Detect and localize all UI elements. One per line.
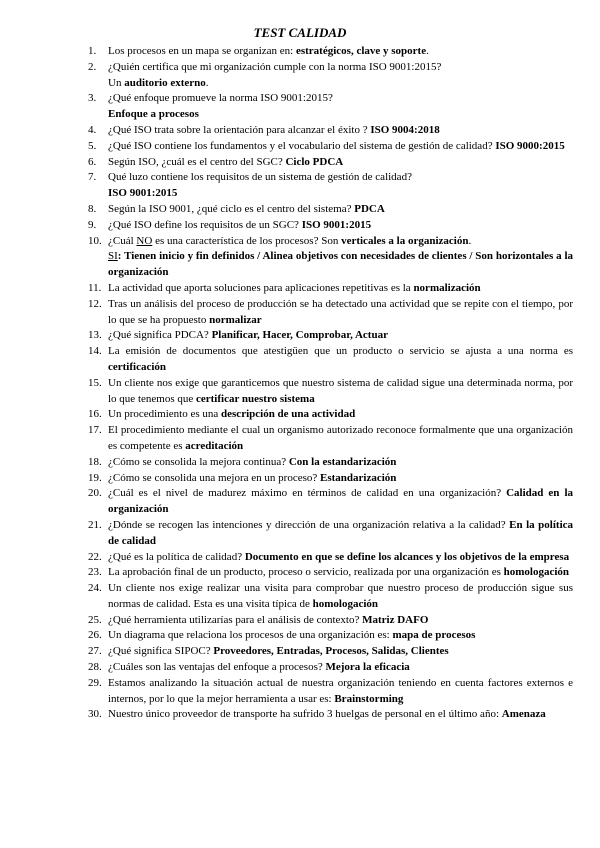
answer-text: Proveedores, Entradas, Procesos, Salidas, Clientes <box>213 645 449 658</box>
answer-text: estratégicos, clave y soporte <box>295 45 427 57</box>
answer-text: Documento en que se define los alcances y los objetivos de la empresa <box>244 550 570 563</box>
list-item <box>88 202 573 218</box>
answer-text: Mejora la eficacia <box>325 661 410 674</box>
list-item <box>88 376 573 408</box>
question-text: ¿Cuáles son las ventajas del enfoque a procesos? <box>108 661 326 674</box>
question-text: Un procedimiento es una <box>108 408 222 421</box>
list-item: 10. ¿Cuál NO es una característica de los procesos? Son verticales a la organización. SI: Tienen inicio y fin definidos / Alinea objetivos con necesidades de clientes / Son horizontales a la organización <box>88 234 573 279</box>
question-text: Estamos analizando la situación actual de nuestra organización teniendo en cuenta factores externos e internos, por lo que la mejor herramienta a usar es: <box>108 676 573 705</box>
item-number: 7. <box>88 171 97 184</box>
list-item <box>88 581 573 613</box>
question-text: Un cliente nos exige que garanticemos que nuestro sistema de calidad sigue una determinada norma, por lo que tenemos que <box>108 376 573 405</box>
answer-text: mapa de procesos <box>392 629 476 642</box>
list-item <box>88 170 573 202</box>
question-text: ¿Cómo se consolida la mejora continua? <box>108 455 289 468</box>
item-number: 5. <box>88 139 97 152</box>
answer-text: acreditación <box>185 439 244 452</box>
item-number: 21. <box>88 518 102 531</box>
answer-text: Calidad en la organización <box>108 487 573 516</box>
question-text: ¿Dónde se recogen las intenciones y dirección de una organización relativa a la calidad? <box>108 518 510 531</box>
question-text: La actividad que aporta soluciones para aplicaciones repetitivas es la <box>108 281 414 294</box>
item-number: 16. <box>88 408 102 421</box>
item-number: 2. <box>88 60 97 73</box>
item-number: 19. <box>88 471 102 484</box>
list-item <box>88 91 573 123</box>
list-item <box>88 123 573 139</box>
list-item <box>88 139 573 155</box>
answer-text: certificar nuestro sistema <box>195 392 315 405</box>
question-text: ¿Qué enfoque promueve la norma ISO 9001:2015? <box>108 92 333 105</box>
item-number: 20. <box>88 487 102 500</box>
item-number: 13. <box>88 329 102 342</box>
si-label: SI <box>108 250 118 263</box>
answer-text: PDCA <box>354 202 385 215</box>
question-text: ¿Qué significa PDCA? <box>108 329 212 342</box>
item-number: 18. <box>88 455 102 468</box>
answer-text: certificación <box>108 360 167 373</box>
list-item: 2. ¿Quién certifica que mi organización cumple con la norma ISO 9001:2015? Un auditorio externo. <box>88 60 442 89</box>
answer-text: homologación <box>312 597 379 610</box>
list-item <box>88 471 573 487</box>
item-number: 11. <box>88 281 102 294</box>
question-text: ¿Qué ISO contiene los fundamentos y el vocabulario del sistema de gestión de calidad? <box>108 139 496 152</box>
item-number: 17. <box>88 424 102 437</box>
answer-text: normalizar <box>209 313 262 326</box>
question-text: Tras un análisis del proceso de producción se ha detectado una actividad que se repite con el tiempo, por lo que se ha propuesto <box>108 297 573 326</box>
question-text: El procedimiento mediante el cual un organismo autorizado reconoce formalmente que una organización es competente es <box>108 424 573 452</box>
question-text: Un cliente nos exige realizar una visita para comprobar que nuestro proceso de producción sigue sus normas de calidad. Esta es una visita típica de <box>108 582 573 610</box>
item-number: 28. <box>88 661 102 674</box>
list-item <box>88 613 573 629</box>
answer-text: Con la estandarización <box>288 455 397 468</box>
item-number: 29. <box>88 676 102 689</box>
question-text: La emisión de documentos que atestigüen que un producto o servicio se ajusta a una norma es <box>108 345 573 358</box>
list-item <box>88 565 573 581</box>
list-item: 1. Los procesos en un mapa se organizan en: estratégicos, clave y soporte. <box>108 44 573 60</box>
list-item <box>88 644 573 660</box>
list-item <box>88 518 574 550</box>
question-text: Un diagrama que relaciona los procesos de una organización es: <box>108 629 393 642</box>
question-list <box>88 44 574 723</box>
item-number: 27. <box>88 645 102 658</box>
answer-text: En la política de calidad <box>108 518 574 547</box>
answer-text: ISO 9000:2015 <box>495 139 565 152</box>
question-text: Los procesos en un mapa se organizan en: <box>108 45 296 57</box>
question-text: ¿Qué ISO trata sobre la orientación para alcanzar el éxito ? <box>108 123 371 136</box>
item-number: 3. <box>88 92 97 105</box>
list-item <box>88 328 573 344</box>
item-number: 9. <box>88 218 97 231</box>
answer-text: Amenaza <box>501 708 546 721</box>
question-text: ¿Quién certifica que mi organización cumple con la norma ISO 9001:2015? <box>108 60 442 73</box>
list-item <box>88 344 573 376</box>
answer-text: verticales a la organización <box>341 234 469 247</box>
question-text: Nuestro único proveedor de transporte ha sufrido 3 huelgas de personal en el último año: <box>108 708 502 721</box>
answer-text: Estandarización <box>320 471 397 484</box>
item-number: 4. <box>88 123 97 136</box>
item-number: 15. <box>88 376 102 389</box>
list-item <box>88 550 573 566</box>
question-text: Qué luzo contiene los requisitos de un sistema de gestión de calidad? <box>108 171 412 184</box>
list-item <box>88 155 573 171</box>
item-number: 25. <box>88 613 102 626</box>
question-text: ¿Qué ISO define los requisitos de un SGC? <box>108 218 302 231</box>
list-item <box>88 455 573 471</box>
item-number: 12. <box>88 297 102 310</box>
question-text: Según ISO, ¿cuál es el centro del SGC? <box>108 155 286 168</box>
question-text: ¿Qué significa SIPOC? <box>108 645 214 658</box>
answer-text: homologación <box>503 566 570 579</box>
answer-text: auditorio externo <box>124 76 206 89</box>
question-text: es una característica de los procesos? Son <box>152 234 342 247</box>
item-number: 22. <box>88 550 102 563</box>
question-text: ¿Cómo se consolida una mejora en un proceso? <box>108 471 320 484</box>
answer-text: ISO 9004:2018 <box>370 123 440 136</box>
answer-text: descripción de una actividad <box>221 408 356 421</box>
question-text: ¿Qué herramienta utilizarías para el análisis de contexto? <box>108 613 363 626</box>
list-item <box>88 707 573 723</box>
question-text: ¿Qué es la política de calidad? <box>108 550 245 563</box>
answer-text: ISO 9001:2015 <box>301 218 372 231</box>
question-text: La aprobación final de un producto, proceso o servicio, realizada por una organización es <box>108 566 504 579</box>
list-item <box>88 281 573 297</box>
answer-text: Ciclo PDCA <box>285 155 344 168</box>
underlined-no: NO <box>136 234 153 247</box>
si-answer-text: : Tienen inicio y fin definidos / Alinea objetivos con necesidades de clientes / Son horizontales a la organización <box>108 250 573 279</box>
answer-text: normalización <box>413 281 481 294</box>
list-item <box>88 407 573 423</box>
item-number: 24. <box>88 582 102 595</box>
list-item <box>88 676 573 708</box>
list-item <box>88 660 573 676</box>
item-number: 30. <box>88 708 102 721</box>
item-number: 10. <box>88 234 102 247</box>
list-item <box>88 297 573 329</box>
item-number: 14. <box>88 345 102 358</box>
page-title: TEST CALIDAD <box>253 25 347 40</box>
answer-text: Brainstorming <box>334 692 404 705</box>
list-item <box>88 486 573 518</box>
question-text: Según la ISO 9001, ¿qué ciclo es el centro del sistema? <box>108 202 355 215</box>
item-number: 26. <box>88 629 102 642</box>
item-number: 8. <box>88 202 97 215</box>
list-item <box>88 628 573 644</box>
answer-text: ISO 9001:2015 <box>108 187 178 200</box>
list-item <box>88 218 573 234</box>
item-number: 6. <box>88 155 97 168</box>
list-item <box>88 423 573 455</box>
answer-text: Planificar, Hacer, Comprobar, Actuar <box>211 329 388 342</box>
item-number: 1. <box>88 45 97 57</box>
answer-text: Enfoque a procesos <box>108 108 199 121</box>
item-number: 23. <box>88 566 102 579</box>
answer-text: Matriz DAFO <box>362 613 429 626</box>
question-text: ¿Cuál es el nivel de madurez máximo en términos de calidad en una organización? <box>108 487 507 500</box>
